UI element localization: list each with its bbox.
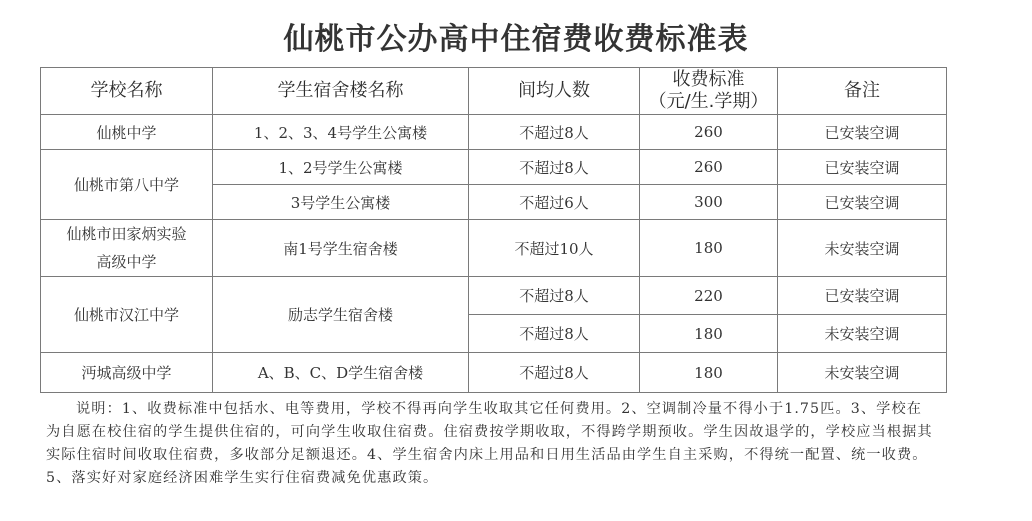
cell-occupancy: 不超过8人 xyxy=(469,277,640,315)
table-row xyxy=(41,353,947,393)
cell-remark: 已安装空调 xyxy=(778,115,947,150)
cell-building: A、B、C、D学生宿舍楼 xyxy=(213,353,469,393)
cell-school: 仙桃市第八中学 xyxy=(41,150,213,220)
cell-fee: 260 xyxy=(640,150,778,185)
cell-occupancy: 不超过8人 xyxy=(469,150,640,185)
cell-occupancy: 不超过10人 xyxy=(469,220,640,277)
table-row xyxy=(41,150,947,185)
cell-building: 南1号学生宿舍楼 xyxy=(213,220,469,277)
cell-occupancy: 不超过8人 xyxy=(469,115,640,150)
header-fee-line1: 收费标准 xyxy=(672,69,745,90)
table-header-row xyxy=(41,68,947,115)
cell-school xyxy=(41,220,213,277)
cell-school-line2: 高级中学 xyxy=(96,253,157,271)
cell-building: 3号学生公寓楼 xyxy=(213,185,469,220)
cell-fee: 300 xyxy=(640,185,778,220)
table-row xyxy=(41,115,947,150)
fee-standard-table xyxy=(40,67,947,393)
cell-school: 沔城高级中学 xyxy=(41,353,213,393)
note-line-3: 实际住宿时间收取住宿费，多收部分足额退还。4、学生宿舍内床上用品和日用生活品由学生自主采购，不得统一配置、统一收费。 xyxy=(46,447,928,463)
cell-fee: 180 xyxy=(640,353,778,393)
cell-occupancy: 不超过8人 xyxy=(469,315,640,353)
cell-remark: 已安装空调 xyxy=(778,277,947,315)
cell-remark: 未安装空调 xyxy=(778,315,947,353)
header-building-name: 学生宿舍楼名称 xyxy=(213,68,469,115)
header-school-name: 学校名称 xyxy=(41,68,213,115)
cell-building: 励志学生宿舍楼 xyxy=(213,277,469,353)
header-remark: 备注 xyxy=(778,68,947,115)
cell-occupancy: 不超过8人 xyxy=(469,353,640,393)
cell-fee: 180 xyxy=(640,315,778,353)
cell-building: 1、2号学生公寓楼 xyxy=(213,150,469,185)
cell-fee: 180 xyxy=(640,220,778,277)
note-line-4: 5、落实好对家庭经济困难学生实行住宿费减免优惠政策。 xyxy=(46,470,439,486)
note-line-1: 说明：1、收费标准中包括水、电等费用，学校不得再向学生收取其它任何费用。2、空调制冷量不得小于1.75匹。3、学校在 xyxy=(76,401,923,417)
document-title: 仙桃市公办高中住宿费收费标准表 xyxy=(283,22,749,57)
note-line-2: 为自愿在校住宿的学生提供住宿的，可向学生收取住宿费。住宿费按学期收取，不得跨学期预收。学生因故退学的，学校应当根据其 xyxy=(46,424,933,440)
cell-remark: 已安装空调 xyxy=(778,185,947,220)
header-fee-standard xyxy=(640,68,778,115)
cell-fee: 220 xyxy=(640,277,778,315)
cell-remark: 已安装空调 xyxy=(778,150,947,185)
notes-section xyxy=(46,398,946,490)
header-occupancy: 间均人数 xyxy=(469,68,640,115)
cell-remark: 未安装空调 xyxy=(778,353,947,393)
cell-school: 仙桃市汉江中学 xyxy=(41,277,213,353)
cell-school-line1: 仙桃市田家炳实验 xyxy=(66,225,187,243)
cell-school: 仙桃中学 xyxy=(41,115,213,150)
header-fee-line2: （元/生.学期） xyxy=(648,91,769,112)
table-row xyxy=(41,277,947,315)
cell-building: 1、2、3、4号学生公寓楼 xyxy=(213,115,469,150)
table-row xyxy=(41,220,947,277)
cell-fee: 260 xyxy=(640,115,778,150)
cell-occupancy: 不超过6人 xyxy=(469,185,640,220)
cell-remark: 未安装空调 xyxy=(778,220,947,277)
